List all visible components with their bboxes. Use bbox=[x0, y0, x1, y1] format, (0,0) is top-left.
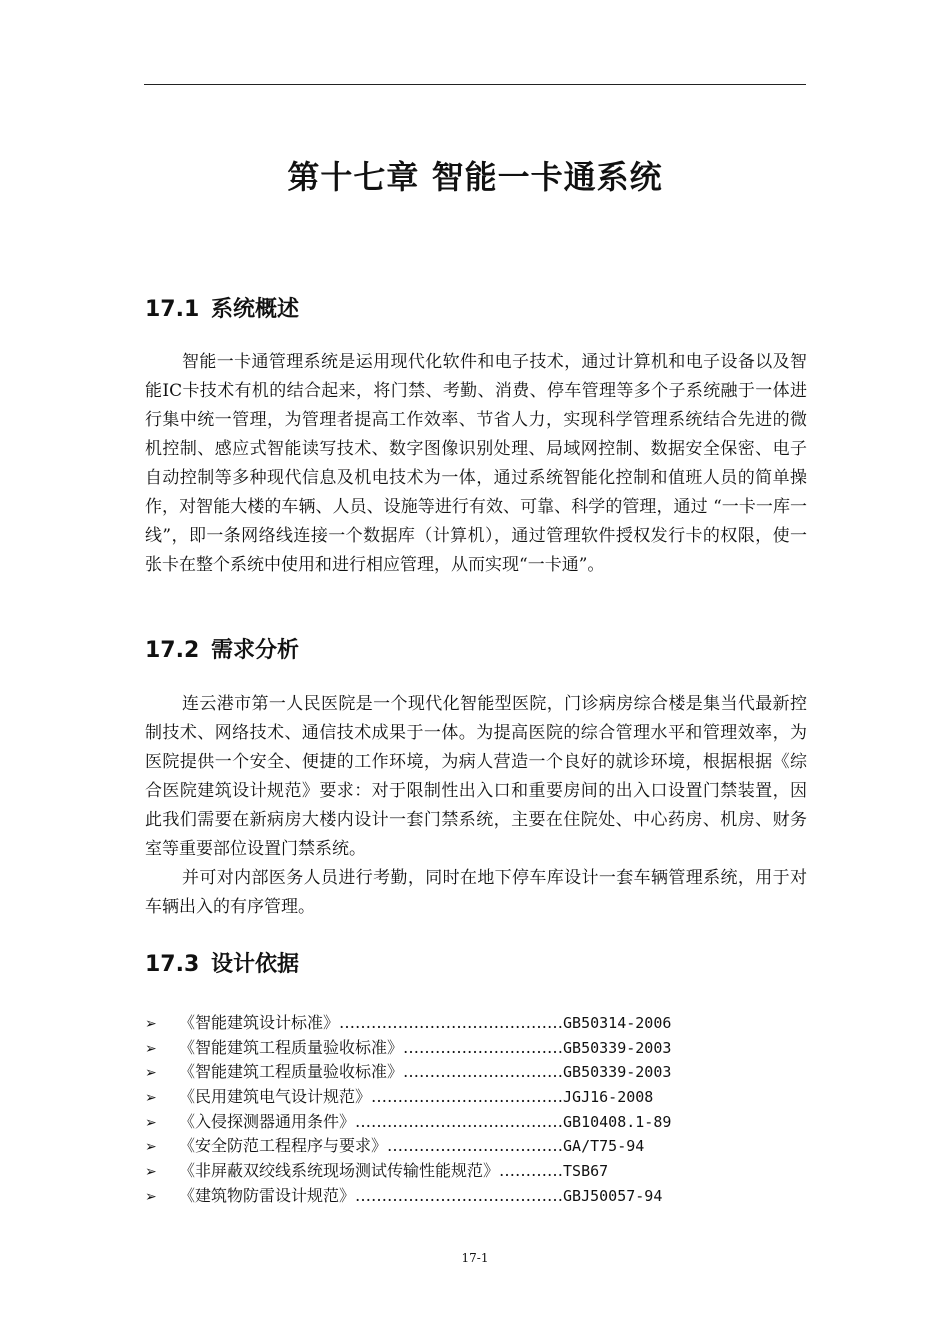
arrow-bullet-icon: ➢ bbox=[145, 1188, 157, 1205]
reference-item bbox=[145, 1036, 807, 1061]
overview-paragraph: 智能一卡通管理系统是运用现代化软件和电子技术，通过计算机和电子设备以及智能IC卡技术有机的结合起来，将门禁、考勤、消费、停车管理等多个子系统融于一体进行集中统一管理，为管理者提高工作效率、节省人力，实现科学管理系统结合先进的微机控制、感应式智能读写技术、数字图像识别处理、局域网控制、数据安全保密、电子自动控制等多种现代信息及机电技术为一体，通过系统智能化控制和值班人员的简单操作，对智能大楼的车辆、人员、设施等进行有效、可靠、科学的管理，通过 “一卡一库一线”，即一条网络线连接一个数据库（计算机），通过管理软件授权发行卡的权限，使一张卡在整个系统中使用和进行相应管理，从而实现“一卡通”。 bbox=[145, 352, 807, 575]
page-number: 17-1 bbox=[461, 1251, 489, 1265]
arrow-bullet-icon: ➢ bbox=[145, 1139, 157, 1156]
reference-item bbox=[145, 1060, 807, 1085]
reference-item bbox=[145, 1184, 807, 1209]
chapter-title: 第十七章 智能一卡通系统 bbox=[287, 158, 663, 196]
section-number: 17.1 bbox=[145, 297, 200, 322]
reference-list bbox=[145, 1011, 807, 1209]
reference-leader: ………………………… bbox=[403, 1037, 564, 1057]
section-number: 17.2 bbox=[145, 638, 200, 663]
reference-title: 《智能建筑工程质量验收标准》 bbox=[179, 1037, 404, 1057]
section-heading-17-1 bbox=[145, 292, 299, 323]
reference-leader: …………………………… bbox=[387, 1136, 564, 1156]
reference-code: GB50339-2003 bbox=[563, 1063, 672, 1082]
reference-leader: ………… bbox=[499, 1161, 564, 1181]
section-heading-17-2 bbox=[145, 633, 299, 664]
reference-item bbox=[145, 1110, 807, 1135]
requirements-paragraph-2: 并可对内部医务人员进行考勤，同时在地下停车库设计一套车辆管理系统，用于对车辆出入的有序管理。 bbox=[145, 868, 807, 917]
section-title: 设计依据 bbox=[211, 952, 300, 977]
reference-leader: ………………………………… bbox=[355, 1111, 564, 1131]
reference-title: 《民用建筑电气设计规范》 bbox=[179, 1087, 372, 1107]
reference-title: 《安全防范工程程序与要求》 bbox=[179, 1136, 388, 1156]
arrow-bullet-icon: ➢ bbox=[145, 1164, 157, 1181]
reference-code: GBJ50057-94 bbox=[563, 1186, 663, 1205]
reference-code: GA/T75-94 bbox=[563, 1137, 645, 1156]
reference-title: 《入侵探测器通用条件》 bbox=[179, 1111, 356, 1131]
reference-code: GB10408.1-89 bbox=[563, 1112, 672, 1131]
reference-leader: ……………………………… bbox=[371, 1087, 564, 1107]
arrow-bullet-icon: ➢ bbox=[145, 1040, 157, 1057]
header-rule bbox=[144, 84, 806, 85]
reference-item bbox=[145, 1011, 807, 1036]
reference-code: TSB67 bbox=[563, 1162, 609, 1181]
reference-code: GB50339-2003 bbox=[563, 1038, 672, 1057]
arrow-bullet-icon: ➢ bbox=[145, 1065, 157, 1082]
reference-leader: ………………………………… bbox=[355, 1185, 564, 1205]
section-title: 需求分析 bbox=[211, 638, 300, 663]
reference-title: 《智能建筑工程质量验收标准》 bbox=[179, 1062, 404, 1082]
reference-title: 《建筑物防雷设计规范》 bbox=[179, 1185, 356, 1205]
requirements-paragraph-1: 连云港市第一人民医院是一个现代化智能型医院，门诊病房综合楼是集当代最新控制技术、网络技术、通信技术成果于一体。为提高医院的综合管理水平和管理效率，为医院提供一个安全、便捷的工作环境，为病人营造一个良好的就诊环境，根据根据《综合医院建筑设计规范》要求：对于限制性出入口和重要房间的出入口设置门禁装置，因此我们需要在新病房大楼内设计一套门禁系统，主要在住院处、中心药房、机房、财务室等重要部位设置门禁系统。 bbox=[145, 694, 807, 859]
reference-title: 《智能建筑设计标准》 bbox=[179, 1013, 340, 1032]
reference-item bbox=[145, 1134, 807, 1159]
reference-item bbox=[145, 1159, 807, 1184]
reference-leader: …………………………………… bbox=[339, 1013, 564, 1032]
arrow-bullet-icon: ➢ bbox=[145, 1090, 157, 1107]
arrow-bullet-icon: ➢ bbox=[145, 1114, 157, 1131]
section-title: 系统概述 bbox=[211, 297, 300, 322]
reference-title: 《非屏蔽双绞线系统现场测试传输性能规范》 bbox=[179, 1161, 500, 1181]
arrow-bullet-icon: ➢ bbox=[145, 1016, 157, 1032]
reference-item bbox=[145, 1085, 807, 1110]
reference-code: JGJ16-2008 bbox=[563, 1088, 654, 1107]
reference-leader: ………………………… bbox=[403, 1062, 564, 1082]
section-heading-17-3 bbox=[145, 947, 299, 978]
reference-code: GB50314-2006 bbox=[563, 1014, 672, 1032]
section-number: 17.3 bbox=[145, 952, 200, 977]
